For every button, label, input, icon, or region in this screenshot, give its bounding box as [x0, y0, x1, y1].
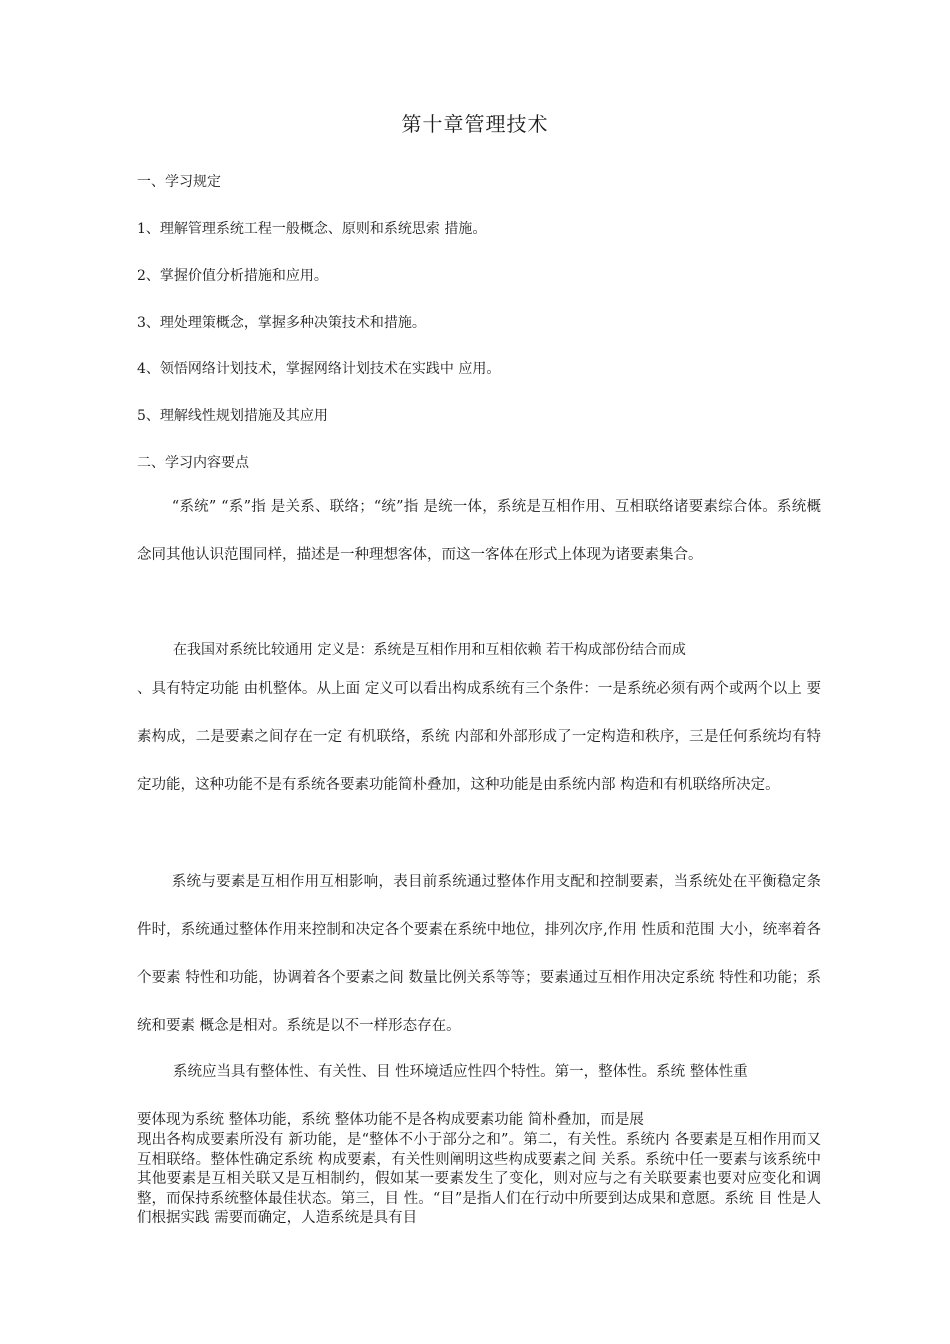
paragraph-system-elements: 系统与要素是互相作用互相影响，表目前系统通过整体作用支配和控制要素，当系统处在平衡稳定条件时，系统通过整体作用来控制和决定各个要素在系统中地位，排列次序,作用 性质和范围 大小，统率着各个要素 特性和功能，协调着各个要素之间 数量比例关系等等；要素通过互相作用决定系统 特性和功能；系统和要素 概念是相对。系统是以不一样形态存在。	[137, 874, 821, 1034]
requirement-item: 1、理解管理系统工程一般概念、原则和系统思索 措施。	[137, 221, 487, 237]
requirement-item: 5、理解线性规划措施及其应用	[137, 408, 328, 424]
paragraph-characteristics-dense: 现出各构成要素所没有 新功能，是“整体不小于部分之和”。第二，有关性。系统内 各要素是互相作用而又互相联络。整体性确定系统 构成要素，有关性则阐明这些构成要素之间 关系。系统中任一要素与该系统中 其他要素是互相关联又是互相制约，假如某一要素发生了变化，则对应与之有关联要素也要对应变化和调整，而保持系统整体最佳状态。第三，目 性。“目”是指人们在行动中所要到达成果和意愿。系统 目 性是人们根据实践 需要而确定，人造系统是具有目	[137, 1132, 821, 1226]
section-heading-requirements: 一、学习规定	[137, 174, 221, 190]
paragraph-common-definition: 、具有特定功能 由机整体。从上面 定义可以看出构成系统有三个条件：一是系统必须有两个或两个以上 要素构成，二是要素之间存在一定 有机联络，系统 内部和外部形成了一定构造和秩序，三是任何系统均有特定功能，这种功能不是有系统各要素功能简朴叠加，这种功能是由系统内部 构造和有机联络所决定。	[137, 681, 821, 793]
paragraph-system-definition: “系统” “系”指 是关系、联络；“统”指 是统一体，系统是互相作用、互相联络诸要素综合体。系统概念同其他认识范围同样，描述是一种理想客体，而这一客体在形式上体现为诸要素集合。	[137, 499, 821, 563]
requirement-item: 2、掌握价值分析措施和应用。	[137, 268, 328, 284]
requirement-item: 3、理处理策概念，掌握多种决策技术和措施。	[137, 315, 426, 331]
paragraph-characteristics-second-line: 要体现为系统 整体功能，系统 整体功能不是各构成要素功能 简朴叠加，而是展	[137, 1112, 644, 1128]
paragraph-characteristics-first-line: 系统应当具有整体性、有关性、目 性环境适应性四个特性。第一，整体性。系统 整体性重	[173, 1064, 748, 1080]
section-heading-content: 二、学习内容要点	[137, 455, 249, 471]
requirement-item: 4、领悟网络计划技术，掌握网络计划技术在实践中 应用。	[137, 361, 501, 377]
page-title: 第十章管理技术	[401, 112, 549, 136]
paragraph-common-definition-first-line: 在我国对系统比较通用 定义是：系统是互相作用和互相依赖 若干构成部份结合而成	[173, 642, 686, 658]
